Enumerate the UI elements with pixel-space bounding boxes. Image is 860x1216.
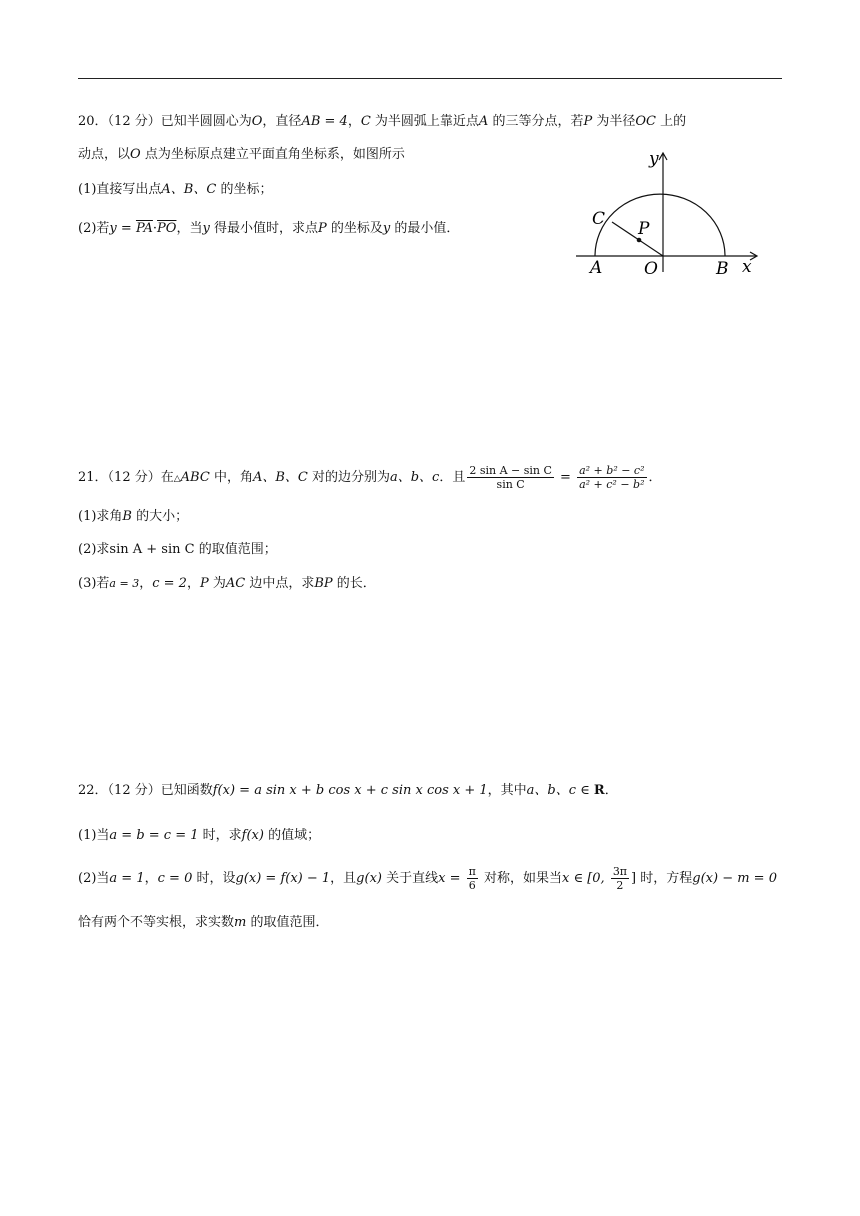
label-B: B <box>716 259 729 279</box>
q22-part2-text: 时，方程 <box>636 871 693 886</box>
q22-part2-text: (2)当 <box>78 871 110 886</box>
q21-text: 对的边分别为 <box>307 470 390 485</box>
q22-part1-text: (1)当 <box>78 828 110 843</box>
q21-a-value: a = 3 <box>109 577 140 590</box>
q22-g-def: g(x) = f(x) − 1 <box>235 871 331 886</box>
dot-operator: · <box>152 221 158 236</box>
q20-line1 <box>78 113 686 131</box>
label-A: A <box>590 258 603 278</box>
triangle-symbol: △ <box>173 474 181 484</box>
q21-BP: BP <box>314 576 333 591</box>
q21-text: ． <box>648 470 662 485</box>
q22-m: m <box>234 915 247 930</box>
fraction-denominator: 2 <box>616 879 624 892</box>
q22-abc: a、b、c <box>526 783 577 798</box>
q21-AC: AC <box>225 576 246 591</box>
fraction-numerator: π <box>468 865 476 878</box>
fraction-denominator: a² + c² − b² <box>579 478 645 491</box>
q20-text: ， <box>347 114 361 129</box>
q22-part1-text: 时，求 <box>198 828 242 843</box>
q20-y: y <box>382 221 391 236</box>
semicircle-figure <box>570 148 770 283</box>
q20-score: （12 分） <box>107 114 161 129</box>
q20-P: P <box>583 114 593 129</box>
q20-text: 动点，以 <box>78 147 131 162</box>
q22-part2-text: 对称，如果当 <box>479 871 562 886</box>
q21-B: B <box>122 509 132 524</box>
q21-part3 <box>78 575 376 593</box>
q21-part3-text: 为 <box>208 576 226 591</box>
q21-eq: = <box>555 470 576 485</box>
q20-text: 为半径 <box>592 114 636 129</box>
q21-part1-text: (1)求角 <box>78 509 123 524</box>
q20-y: y <box>109 221 117 236</box>
q22-R: R <box>593 783 605 798</box>
q21-text: ．且 <box>439 470 466 485</box>
q20-part2-text: ，当 <box>176 221 203 236</box>
q20-part1-text: 的坐标； <box>216 182 273 197</box>
q20-O: O <box>251 114 263 129</box>
q20-part1-points: A、B、C <box>161 182 217 197</box>
q22-interval: x ∈ [0, <box>561 871 609 886</box>
q20-C: C <box>360 114 371 129</box>
q22-equation: g(x) − m = 0 <box>692 871 777 886</box>
fraction-sine <box>467 464 554 491</box>
q20-AB: AB = 4 <box>301 114 348 129</box>
q21-ABC: ABC <box>180 470 210 485</box>
fraction-pi-6 <box>467 865 478 892</box>
label-x: x <box>742 257 752 277</box>
q20-O: O <box>130 147 141 162</box>
q22-line1 <box>78 782 618 800</box>
label-C: C <box>592 209 606 229</box>
q22-in: ∈ <box>576 783 594 798</box>
fraction-numerator: 3π <box>612 865 628 878</box>
semicircle-arc <box>595 194 725 256</box>
q21-angles: A、B、C <box>252 470 308 485</box>
q21-sides: a、b、c <box>389 470 440 485</box>
q21-part2 <box>78 541 277 559</box>
q20-A: A <box>478 114 489 129</box>
q22-part2-text: 的取值范围． <box>246 915 329 930</box>
q21-part3-text: ， <box>186 576 200 591</box>
q21-c-value: c = 2 <box>152 576 187 591</box>
q20-line2 <box>78 146 405 164</box>
fraction-denominator: 6 <box>468 879 476 892</box>
fraction-denominator: sin C <box>496 478 525 491</box>
q20-text: 已知半圆圆心为 <box>160 114 252 129</box>
q21-part3-text: (3)若 <box>78 576 110 591</box>
q22-comma: ， <box>144 871 158 886</box>
q21-text: 在 <box>160 470 174 485</box>
fraction-numerator: a² + b² − c² <box>579 464 645 477</box>
q22-function: f(x) = a sin x + b cos x + c sin x cos x + 1 <box>212 783 488 798</box>
q20-P: P <box>317 221 327 236</box>
q21-part3-text: 的长． <box>332 576 376 591</box>
q22-part2-line2 <box>78 914 328 932</box>
fraction-3pi-2 <box>611 865 629 892</box>
q22-f: f(x) <box>241 828 264 843</box>
q22-number: 22． <box>78 783 108 798</box>
q20-number: 20． <box>78 114 108 129</box>
q21-score: （12 分） <box>107 470 161 485</box>
q20-text: 点为坐标原点建立平面直角坐标系，如图所示 <box>140 147 405 162</box>
label-O: O <box>644 259 658 279</box>
q21-number: 21． <box>78 470 108 485</box>
fraction-numerator: 2 sin A − sin C <box>469 464 552 477</box>
q20-part2 <box>78 220 459 238</box>
q22-part1-text: 的值域； <box>263 828 321 843</box>
q22-text: ，其中 <box>487 783 527 798</box>
q20-y: y <box>202 221 210 236</box>
q21-part2-text: (2)求 <box>78 542 110 557</box>
q22-part1-cond: a = b = c = 1 <box>109 828 199 843</box>
q22-part2-text: 关于直线 <box>381 871 439 886</box>
q20-part1-text: (1)直接写出点 <box>78 182 162 197</box>
q20-part2-text: 得最小值时，求点 <box>209 221 318 236</box>
header-rule <box>78 78 782 79</box>
q20-part2-text: (2)若 <box>78 221 110 236</box>
q22-part2-text: 恰有两个不等实根，求实数 <box>78 915 235 930</box>
q21-P: P <box>199 576 209 591</box>
fraction-sides <box>577 464 646 491</box>
q22-score: （12 分） <box>107 783 161 798</box>
q21-part1-text: 的大小； <box>131 509 189 524</box>
q22-x: x = <box>438 871 465 886</box>
q20-eq: = <box>116 221 136 236</box>
q22-a-value: a = 1 <box>109 871 145 886</box>
q21-part2-text: 的取值范围； <box>194 542 277 557</box>
q21-sin-sum: sin A + sin C <box>109 542 195 557</box>
q21-part3-text: 边中点，求 <box>245 576 315 591</box>
q22-part2-text: 时，设 <box>192 871 236 886</box>
q22-part1 <box>78 827 320 845</box>
label-y: y <box>649 149 659 169</box>
q21-part1 <box>78 508 188 526</box>
q21-part3-text: ， <box>139 576 153 591</box>
q20-OC: OC <box>635 114 656 129</box>
q20-part1 <box>78 181 272 199</box>
q22-g: g(x) <box>356 871 382 886</box>
q20-text: 的三等分点，若 <box>488 114 584 129</box>
q22-part2-text: ，且 <box>330 871 357 886</box>
q22-text: 已知函数 <box>160 783 213 798</box>
q22-part2 <box>78 862 777 896</box>
q21-line1 <box>78 461 662 496</box>
vector-PO: $\overline{PO}$ <box>157 221 177 236</box>
q20-part2-text: 的最小值． <box>390 221 460 236</box>
q20-text: 上的 <box>655 114 687 129</box>
label-P: P <box>638 219 650 239</box>
q22-text: ． <box>604 783 618 798</box>
q20-text: ，直径 <box>262 114 302 129</box>
q22-bracket: ] <box>631 871 637 886</box>
vector-PA: $\overline{PA}$ <box>135 221 153 236</box>
q20-text: 为半圆弧上靠近点 <box>370 114 479 129</box>
q20-part2-text: 的坐标及 <box>326 221 383 236</box>
q21-text: 中，角 <box>209 470 253 485</box>
q22-c-value: c = 0 <box>157 871 193 886</box>
